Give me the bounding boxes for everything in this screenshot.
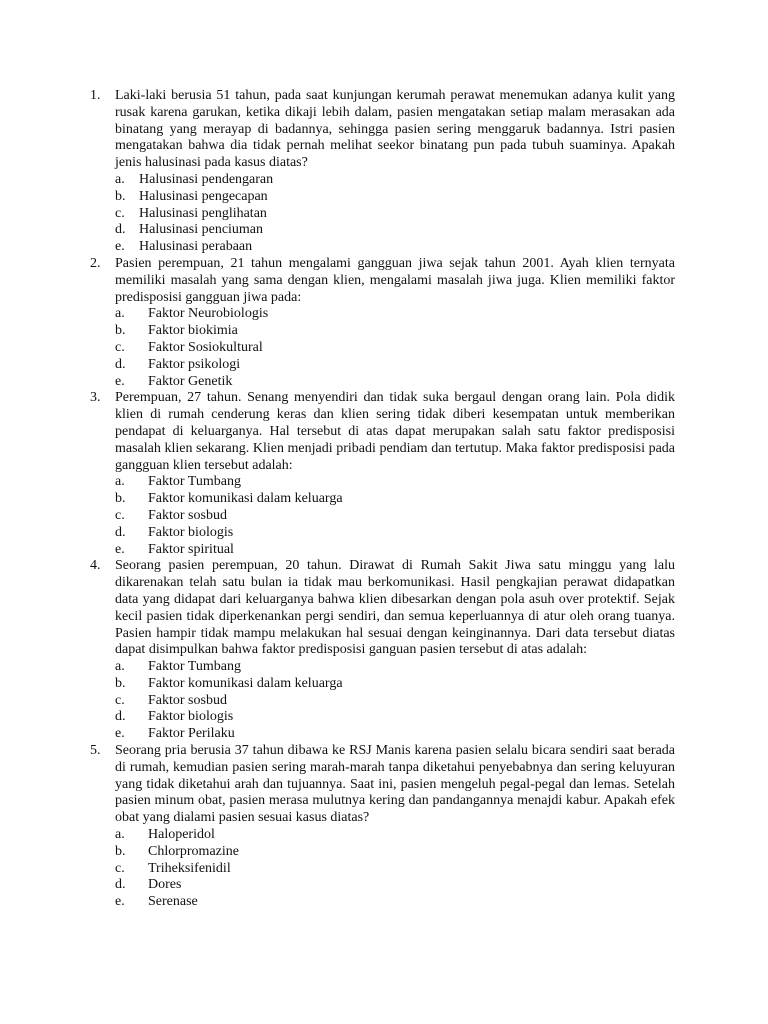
option-list bbox=[115, 659, 675, 743]
option-item bbox=[115, 374, 675, 391]
option-label: c. bbox=[115, 692, 125, 708]
option-label: e. bbox=[115, 373, 125, 389]
option-text: Triheksifenidil bbox=[148, 860, 231, 876]
option-item bbox=[115, 189, 675, 206]
option-list bbox=[115, 827, 675, 911]
option-text: Faktor komunikasi dalam keluarga bbox=[148, 491, 343, 507]
option-text: Faktor komunikasi dalam keluarga bbox=[148, 675, 343, 691]
option-label: d. bbox=[115, 524, 126, 540]
question-text: Laki-laki berusia 51 tahun, pada saat kunjungan kerumah perawat menemukan adanya kulit yang rusak karena garukan, ketika dikaji lebih dalam, pasien mengatakan setiap malam merasakan ada binatang yang merayap di badannya, sehingga pasien sering menggaruk badannya. Istri pasien mengatakan bahwa dia tidak pernah melihat seekor binatang pun pada tubuh suaminya. Apakah jenis halusinasi pada kasus diatas? bbox=[115, 88, 675, 171]
option-item bbox=[115, 239, 675, 256]
option-item bbox=[115, 306, 675, 323]
question-5 bbox=[90, 743, 675, 911]
option-item bbox=[115, 340, 675, 357]
option-item bbox=[115, 206, 675, 223]
option-text: Chlorpromazine bbox=[148, 843, 239, 859]
option-label: e. bbox=[115, 541, 125, 557]
option-item bbox=[115, 525, 675, 542]
option-list bbox=[115, 474, 675, 558]
option-item bbox=[115, 474, 675, 491]
option-text: Halusinasi pengecapan bbox=[139, 188, 268, 204]
option-text: Faktor sosbud bbox=[148, 507, 227, 523]
option-text: Halusinasi pendengaran bbox=[139, 171, 274, 187]
option-label: b. bbox=[115, 323, 126, 339]
question-text: Seorang pria berusia 37 tahun dibawa ke RSJ Manis karena pasien selalu bicara sendiri saat berada di rumah, kemudian pasien sering marah-marah tanpa diketahui penyebabnya dan sering keluyuran yang tidak diketahui arah dan tujuannya. Saat ini, pasien mengeluh pegal-pegal dan lemas. Setelah pasien minum obat, pasien merasa mulutnya kering dan pandangannya menajdi kabur. Apakah efek obat yang dialami pasien sesuai kasus diatas? bbox=[115, 743, 675, 826]
option-item bbox=[115, 894, 675, 911]
option-text: Haloperidol bbox=[148, 827, 215, 843]
question-1 bbox=[90, 88, 675, 256]
option-item bbox=[115, 709, 675, 726]
option-item bbox=[115, 659, 675, 676]
option-text: Faktor biologis bbox=[148, 709, 234, 725]
option-label: d. bbox=[115, 356, 126, 372]
option-text: Faktor sosbud bbox=[148, 692, 227, 708]
option-item bbox=[115, 676, 675, 693]
question-number: 5. bbox=[90, 743, 101, 759]
option-item bbox=[115, 542, 675, 559]
option-label: d. bbox=[115, 709, 126, 725]
option-item bbox=[115, 693, 675, 710]
option-item bbox=[115, 844, 675, 861]
option-label: a. bbox=[115, 306, 125, 322]
option-label: d. bbox=[115, 877, 126, 893]
option-label: a. bbox=[115, 659, 125, 675]
option-label: e. bbox=[115, 894, 125, 910]
option-text: Serenase bbox=[148, 894, 198, 910]
option-text: Halusinasi penciuman bbox=[139, 222, 264, 238]
option-text: Faktor biokimia bbox=[148, 323, 238, 339]
option-label: c. bbox=[115, 507, 125, 523]
option-label: a. bbox=[115, 171, 125, 187]
option-label: e. bbox=[115, 239, 125, 255]
option-list bbox=[115, 172, 675, 256]
option-label: c. bbox=[115, 860, 125, 876]
option-label: d. bbox=[115, 222, 126, 238]
question-text: Seorang pasien perempuan, 20 tahun. Dirawat di Rumah Sakit Jiwa satu minggu yang lalu dikarenakan telah satu bulan ia tidak mau berkomunikasi. Hasil pengkajian perawat didapatkan data yang didapat dari keluarganya bahwa klien dibesarkan dengan pola asuh over protektif. Sejak kecil pasien tidak diperkenankan pergi sendiri, dan semua keperluannya di atur oleh orang tuanya. Pasien hampir tidak mampu melakukan hal sesuai dengan keinginannya. Dari data tersebut diatas dapat disimpulkan bahwa faktor predisposisi ganguan pasien tersebut di atas adalah: bbox=[115, 558, 675, 658]
question-number: 3. bbox=[90, 390, 101, 406]
option-text: Faktor psikologi bbox=[148, 356, 241, 372]
option-label: b. bbox=[115, 675, 126, 691]
question-number: 1. bbox=[90, 88, 101, 103]
option-label: b. bbox=[115, 188, 126, 204]
option-item bbox=[115, 827, 675, 844]
option-text: Faktor Tumbang bbox=[148, 659, 241, 675]
option-text: Halusinasi penglihatan bbox=[139, 205, 267, 221]
option-label: b. bbox=[115, 491, 126, 507]
option-label: c. bbox=[115, 339, 125, 355]
option-text: Faktor Genetik bbox=[148, 373, 233, 389]
question-number: 4. bbox=[90, 558, 101, 574]
option-text: Dores bbox=[148, 877, 182, 893]
option-label: a. bbox=[115, 474, 125, 490]
option-label: e. bbox=[115, 726, 125, 742]
question-2 bbox=[90, 256, 675, 390]
question-text: Perempuan, 27 tahun. Senang menyendiri dan tidak suka bergaul dengan orang lain. Pola didik klien di rumah cenderung keras dan klien sering tidak diberi kesempatan untuk memberikan pendapat di keluarganya. Hal tersebut di atas dapat merupakan salah satu faktor predisposisi masalah klien sekarang. Klien menjadi pribadi pendiam dan tertutup. Maka faktor predisposisi pada gangguan klien tersebut adalah: bbox=[115, 390, 675, 473]
option-text: Faktor Tumbang bbox=[148, 474, 241, 490]
question-text: Pasien perempuan, 21 tahun mengalami gangguan jiwa sejak tahun 2001. Ayah klien ternyata memiliki masalah yang sama dengan klien, mengalami masalah jiwa juga. Klien memiliki faktor predisposisi gangguan jiwa pada: bbox=[115, 255, 675, 305]
option-item bbox=[115, 508, 675, 525]
option-label: b. bbox=[115, 843, 126, 859]
option-text: Faktor Perilaku bbox=[148, 726, 235, 742]
option-text: Faktor Sosiokultural bbox=[148, 339, 263, 355]
option-item bbox=[115, 172, 675, 189]
option-text: Faktor Neurobiologis bbox=[148, 306, 269, 322]
option-item bbox=[115, 491, 675, 508]
option-text: Halusinasi perabaan bbox=[139, 239, 253, 255]
option-list bbox=[115, 306, 675, 390]
question-list bbox=[90, 88, 675, 911]
option-text: Faktor spiritual bbox=[148, 541, 234, 557]
question-number: 2. bbox=[90, 255, 101, 271]
option-item bbox=[115, 357, 675, 374]
option-item bbox=[115, 323, 675, 340]
option-text: Faktor biologis bbox=[148, 524, 234, 540]
option-item bbox=[115, 877, 675, 894]
option-item bbox=[115, 861, 675, 878]
option-item bbox=[115, 726, 675, 743]
option-label: c. bbox=[115, 205, 125, 221]
option-label: a. bbox=[115, 827, 125, 843]
question-4 bbox=[90, 558, 675, 743]
option-item bbox=[115, 222, 675, 239]
question-3 bbox=[90, 390, 675, 558]
